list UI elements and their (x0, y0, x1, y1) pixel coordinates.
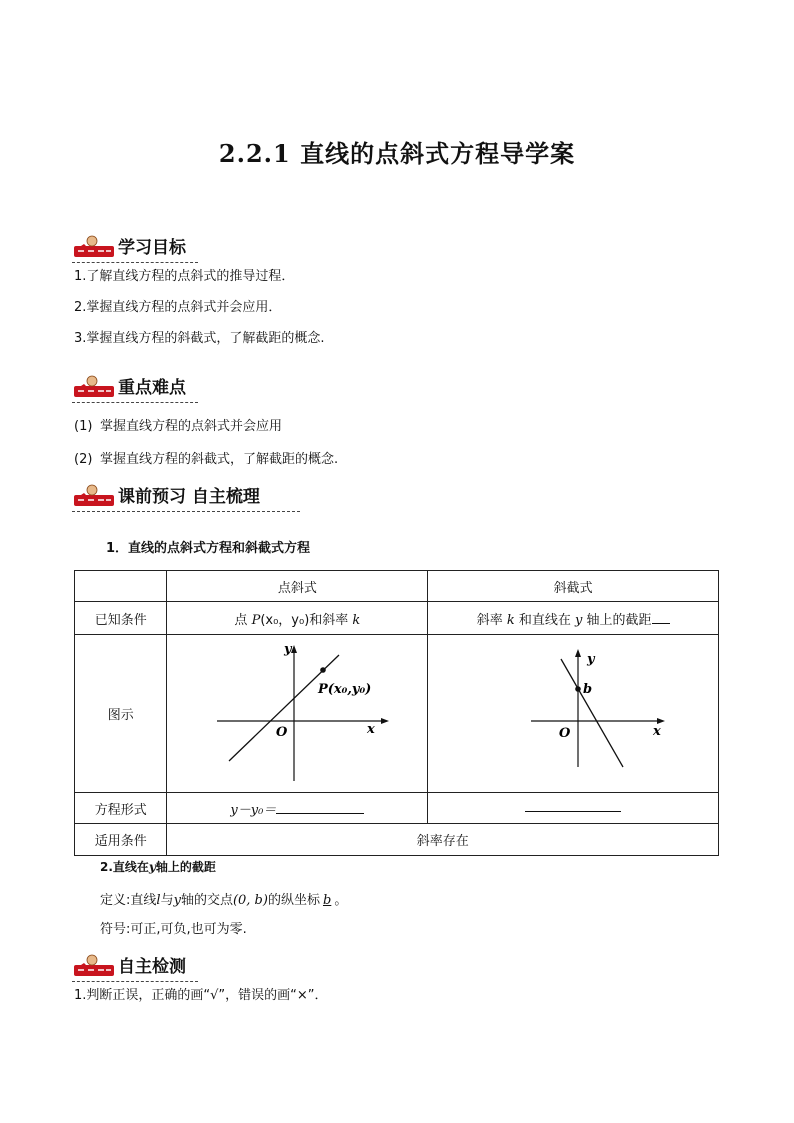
x-axis-label: x (653, 723, 661, 739)
row-label-condition: 已知条件 (75, 602, 167, 635)
table-row-condition (75, 602, 719, 635)
intercept-symbol-note: 符号:可正,可负,也可为零. (100, 922, 247, 937)
text-fragment: 轴上的截距 (582, 612, 652, 628)
section-keypoints-title: 重点难点 (118, 378, 186, 398)
symbol-y: y (148, 860, 156, 874)
intercept-definition (100, 889, 347, 908)
document-title: 2.2.1 直线的点斜式方程导学案 (218, 139, 576, 168)
y-axis-arrow-icon (291, 645, 297, 653)
table-row-figure (75, 635, 719, 793)
x-axis-label: x (367, 721, 376, 737)
fill-blank (525, 811, 621, 812)
text-fragment: 轴的交点 (180, 893, 233, 908)
point-slope-graph (177, 639, 417, 789)
preview-subheading-2 (100, 858, 216, 875)
applicability-value: 斜率存在 (167, 824, 719, 856)
section-rule (72, 402, 198, 403)
form-point-slope (167, 793, 428, 824)
origin-label: O (276, 724, 288, 740)
symbol-k: k (506, 612, 515, 628)
answer-blank-b: b (322, 893, 332, 908)
symbol-y: y (575, 612, 583, 628)
text-fragment: 。 (334, 893, 348, 908)
origin-label: O (559, 725, 571, 741)
text-fragment: (x₀，y₀)和斜率 (260, 612, 353, 628)
text-fragment: 和直线在 (514, 612, 576, 628)
x-axis-arrow-icon (381, 718, 389, 724)
y-axis-arrow-icon (575, 649, 581, 657)
form-slope-intercept (428, 793, 719, 824)
section-badge-icon (72, 953, 118, 979)
text-fragment: 斜率 (476, 612, 507, 628)
condition-slope-intercept (428, 602, 719, 635)
point-p (321, 667, 327, 673)
text-fragment: 点 (234, 612, 252, 628)
table-row-applicability (75, 824, 719, 856)
table-row-form (75, 793, 719, 824)
symbol-y: y (173, 893, 181, 908)
section-rule (72, 511, 300, 512)
text-fragment: 定义:直线 (100, 893, 157, 908)
table-cell (75, 571, 167, 602)
text-fragment: 2.直线在 (100, 860, 149, 874)
row-label-figure: 图示 (75, 635, 167, 793)
keypoint-number: (2) (74, 452, 93, 467)
fill-blank (276, 813, 364, 814)
slope-intercept-graph (453, 639, 693, 789)
condition-point-slope (167, 602, 428, 635)
intercept-point (575, 686, 581, 692)
section-badge-icon (72, 483, 118, 509)
section-preview-header (72, 481, 260, 509)
table-header-point-slope: 点斜式 (167, 571, 428, 602)
y-axis-label: y (284, 641, 292, 657)
preview-subheading-1: 1．直线的点斜式方程和斜截式方程 (106, 541, 311, 556)
text-fragment: 轴上的截距 (155, 860, 216, 874)
section-rule (72, 981, 198, 982)
goal-item-3: 3.掌握直线方程的斜截式，了解截距的概念. (74, 331, 325, 346)
section-rule (72, 262, 198, 263)
y-axis-label: y (587, 651, 595, 667)
point-coordinates: (0, b) (232, 893, 268, 908)
symbol-k: k (352, 612, 361, 628)
table-header-row (75, 571, 719, 602)
keypoint-number: (1) (74, 419, 93, 434)
section-badge-icon (72, 234, 118, 260)
text-fragment: 与 (160, 893, 174, 908)
row-label-applicability: 适用条件 (75, 824, 167, 856)
selfcheck-item-1: 1.判断正误，正确的画“√”，错误的画“×”． (74, 988, 328, 1003)
fill-blank (652, 623, 670, 624)
section-badge-icon (72, 374, 118, 400)
section-goals-header (72, 232, 186, 260)
goal-item-1: 1.了解直线方程的点斜式的推导过程． (74, 269, 295, 284)
forms-table (74, 570, 719, 856)
section-preview-title: 课前预习 自主梳理 (118, 487, 260, 507)
section-selfcheck-header (72, 951, 186, 979)
keypoint-item-1 (74, 418, 282, 436)
table-header-slope-intercept: 斜截式 (428, 571, 719, 602)
figure-point-slope-cell (167, 635, 428, 793)
section-selfcheck-title: 自主检测 (118, 957, 186, 977)
text-fragment: 的纵坐标 (267, 893, 320, 908)
intercept-b-label: b (583, 681, 593, 697)
section-keypoints-header (72, 372, 186, 400)
keypoint-text: 掌握直线方程的斜截式，了解截距的概念. (100, 452, 339, 467)
symbol-p: P (251, 612, 261, 628)
goal-item-2: 2.掌握直线方程的点斜式并会应用． (74, 300, 282, 315)
point-p-label: P(x₀,y₀) (318, 681, 372, 697)
row-label-form: 方程形式 (75, 793, 167, 824)
keypoint-item-2 (74, 451, 338, 469)
sloped-line (561, 659, 623, 767)
symbol-l: l (156, 893, 161, 908)
keypoint-text: 掌握直线方程的点斜式并会应用 (100, 419, 283, 434)
figure-slope-intercept-cell (428, 635, 719, 793)
form-prefix: y－y₀＝ (230, 802, 277, 818)
section-goals-title: 学习目标 (118, 238, 186, 258)
